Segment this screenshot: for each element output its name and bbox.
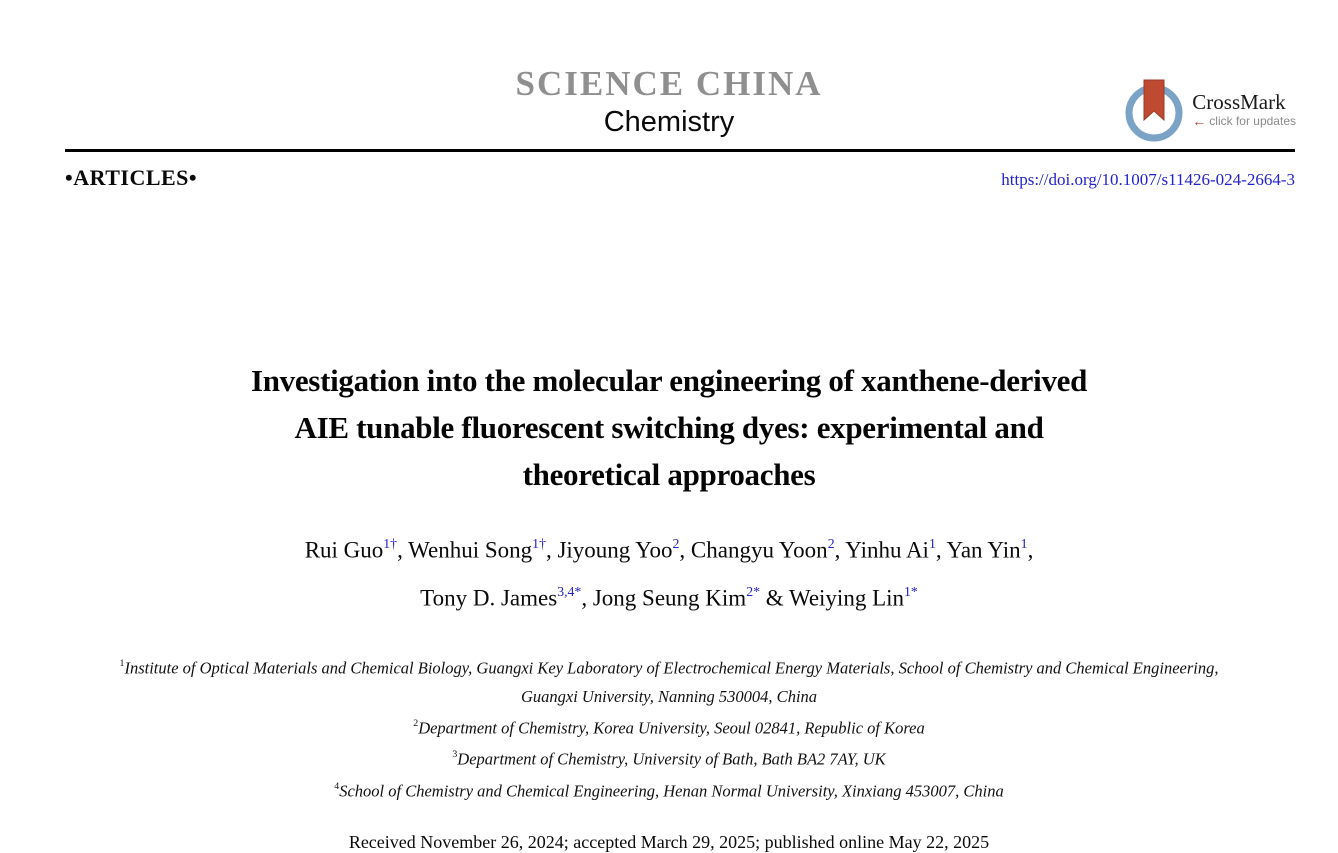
- journal-subtitle: Chemistry: [603, 106, 735, 138]
- left-arrow-icon: ←: [1192, 113, 1207, 129]
- affiliation-number: 1: [119, 658, 125, 670]
- author-line: [0, 524, 1338, 572]
- author-name: , Yinhu Ai: [834, 537, 929, 563]
- crossmark-icon: [1123, 76, 1185, 142]
- article-bar: [65, 165, 1295, 191]
- author-affiliation-marker: 1: [928, 536, 936, 551]
- affiliation-list: [0, 651, 1338, 805]
- article-dates: Received November 26, 2024; accepted March 29, 2025; published online May 22, 2025: [348, 832, 990, 853]
- author-name: & Weiying Lin: [759, 585, 905, 611]
- affiliation-number: 3: [452, 749, 458, 761]
- crossmark-subtitle: [1192, 114, 1296, 128]
- article-title-line-2: AIE tunable fluorescent switching dyes: experimental and: [294, 410, 1044, 445]
- affiliation-text: Department of Chemistry, Korea University, Seoul 02841, Republic of Korea: [418, 718, 925, 738]
- affiliation: [94, 711, 1244, 743]
- crossmark-badge[interactable]: [1123, 76, 1296, 142]
- author-name: , Yan Yin: [935, 537, 1021, 563]
- affiliation-number: 2: [413, 717, 419, 729]
- article-title-line-1: Investigation into the molecular engineering of xanthene-derived: [250, 363, 1088, 398]
- affiliation: [94, 742, 1244, 774]
- author-name: , Jiyoung Yoo: [545, 537, 673, 563]
- affiliation-text: Institute of Optical Materials and Chemical Biology, Guangxi Key Laboratory of Electrochemical Energy Materials, School of Chemistry and Chemical Engineering, Guangxi University, Nanning 530004, China: [124, 658, 1219, 706]
- author-affiliation-marker: 3,4*: [557, 583, 582, 599]
- author-affiliation-marker: 1†: [532, 536, 546, 551]
- author-affiliation-marker: 1: [1020, 536, 1028, 551]
- header-divider: [65, 149, 1295, 152]
- author-name: Tony D. James: [420, 585, 558, 611]
- article-title: [0, 357, 1338, 498]
- author-affiliation-marker: 1†: [383, 536, 398, 551]
- author-name: , Jong Seung Kim: [581, 585, 747, 611]
- author-affiliation-marker: 2: [672, 536, 680, 551]
- author-name: , Wenhui Song: [397, 537, 533, 563]
- article-front-matter: [0, 357, 1338, 853]
- crossmark-subtitle-label: click for updates: [1209, 114, 1296, 128]
- affiliation: [94, 651, 1244, 711]
- author-list: [0, 524, 1338, 619]
- affiliation-number: 4: [334, 780, 340, 792]
- author-affiliation-marker: 2*: [746, 583, 760, 599]
- affiliation-text: School of Chemistry and Chemical Engineering, Henan Normal University, Xinxiang 453007, China: [339, 781, 1004, 801]
- author-line: [0, 572, 1338, 620]
- article-title-line-3: theoretical approaches: [522, 457, 816, 492]
- author-affiliation-marker: 2: [827, 536, 835, 551]
- author-affiliation-marker: 1*: [904, 583, 918, 599]
- author-name: ,: [1027, 537, 1034, 563]
- doi-link[interactable]: https://doi.org/10.1007/s11426-024-2664-3: [1001, 170, 1295, 189]
- author-name: , Changyu Yoon: [679, 537, 828, 563]
- journal-header: [0, 0, 1338, 140]
- crossmark-title: CrossMark: [1192, 90, 1286, 114]
- affiliation-text: Department of Chemistry, University of Bath, Bath BA2 7AY, UK: [457, 749, 886, 769]
- crossmark-text: [1192, 90, 1296, 128]
- journal-name: SCIENCE CHINA: [515, 64, 823, 103]
- affiliation: [94, 774, 1244, 806]
- section-label: •ARTICLES•: [65, 165, 198, 190]
- author-name: Rui Guo: [304, 537, 384, 563]
